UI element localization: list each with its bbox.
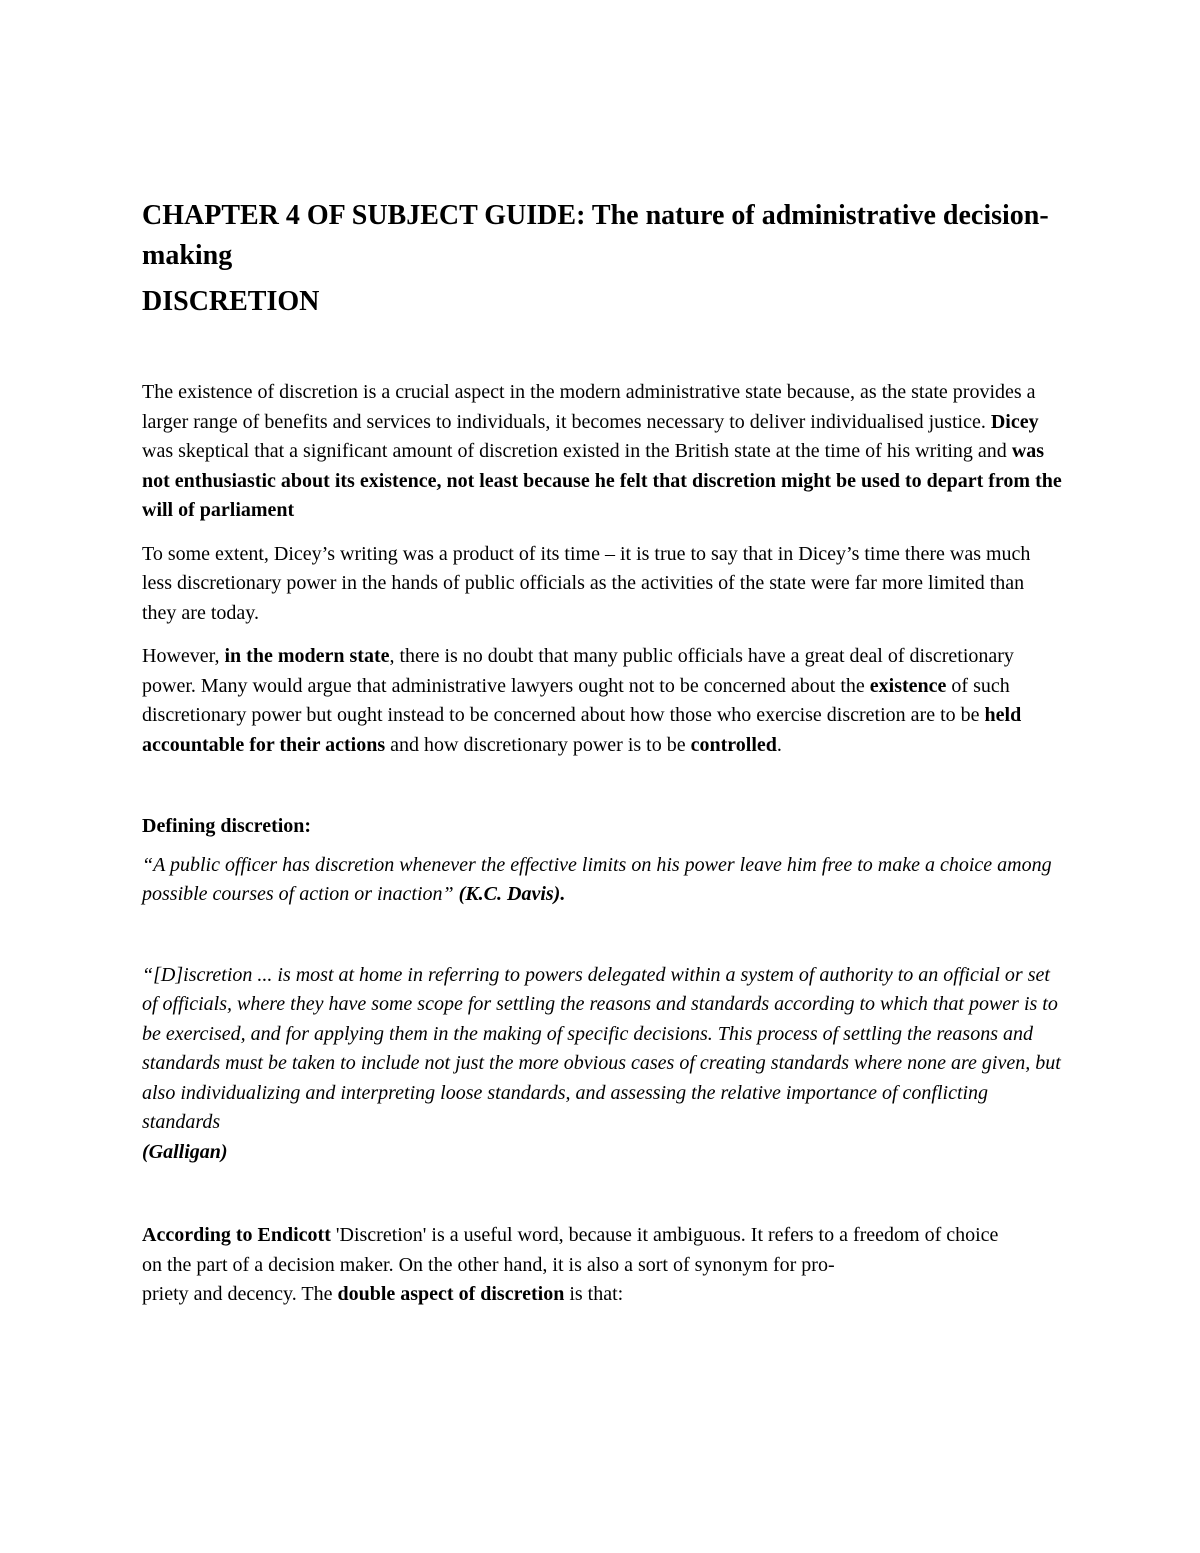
text-run: is that: [564, 1283, 624, 1305]
paragraph-endicott [142, 1221, 1062, 1310]
quote-galligan [142, 961, 1062, 1168]
text-run: The existence of discretion is a crucial aspect in the modern administrative state because, as the state provides a larger range of benefits and services to individuals, it becomes necessary to deliver individualised justice. [142, 381, 1036, 433]
chapter-title: CHAPTER 4 OF SUBJECT GUIDE: The nature of administrative decision-making [142, 200, 1049, 271]
text-run: 'Discretion' is a useful word, because it ambiguous. It refers to a freedom of choice [330, 1224, 999, 1246]
text-run: and how discretionary power is to be [385, 733, 691, 756]
text-run: was skeptical that a significant amount of discretion existed in the British state at the time of his writing and [142, 440, 1012, 462]
section-title: DISCRETION [142, 286, 320, 317]
bold-accountable: held accountable for their actions [142, 704, 1022, 756]
text-run: , there is no doubt that many public officials have a great deal of discretionary power. Many would argue that administrative lawyers ought not to be concerned about the [142, 645, 1014, 697]
defining-discretion-heading: Defining discretion: [142, 815, 312, 837]
quote-citation: (Galligan) [142, 1140, 228, 1163]
paragraph-modern-state [142, 642, 1062, 760]
bold-modern-state: in the modern state [224, 645, 390, 667]
text-run: . [776, 733, 782, 756]
text-run: on the part of a decision maker. On the other hand, it is also a sort of synonym for pro- [142, 1253, 835, 1276]
text-run: However, [142, 645, 225, 667]
text-run: of such discretionary power but ought instead to be concerned about how those who exercise discretion are to be [142, 674, 1010, 726]
text-run: To some extent, Dicey’s writing was a product of its time – it is true to say that in Dicey’s time there was much less discretionary power in the hands of public officials as the activities of the state were far more limited than they are today. [142, 542, 1031, 624]
bold-dicey: Dicey [990, 410, 1039, 433]
bold-controlled: controlled [690, 733, 777, 756]
bold-existence: existence [869, 674, 947, 697]
bold-endicott: According to Endicott [142, 1224, 331, 1246]
document-body [142, 196, 1062, 1310]
bold-double-aspect: double aspect of discretion [337, 1283, 565, 1305]
quote-kc-davis [142, 851, 1062, 910]
bold-dicey-view: was not enthusiastic about its existence, not least because he felt that discretion might be used to depart from the will of parliament [142, 440, 1062, 521]
paragraph-existence-of-discretion [142, 378, 1062, 526]
paragraph-dicey-time [142, 540, 1062, 629]
text-run: priety and decency. The [142, 1283, 338, 1305]
quote-text: “[D]iscretion ... is most at home in referring to powers delegated within a system of authority to an official or set of officials, where they have some scope for settling the reasons and standards according to which that power is to be exercised, and for applying them in the making of specific decisions. This process of settling the reasons and standards must be taken to include not just the more obvious cases of creating standards where none are given, but also individualizing and interpreting loose standards, and assessing the relative importance of conflicting standards [142, 963, 1061, 1133]
quote-citation: (K.C. Davis). [458, 883, 566, 905]
quote-text: “A public officer has discretion whenever the effective limits on his power leave him free to make a choice among possible courses of action or inaction” [142, 853, 1052, 905]
